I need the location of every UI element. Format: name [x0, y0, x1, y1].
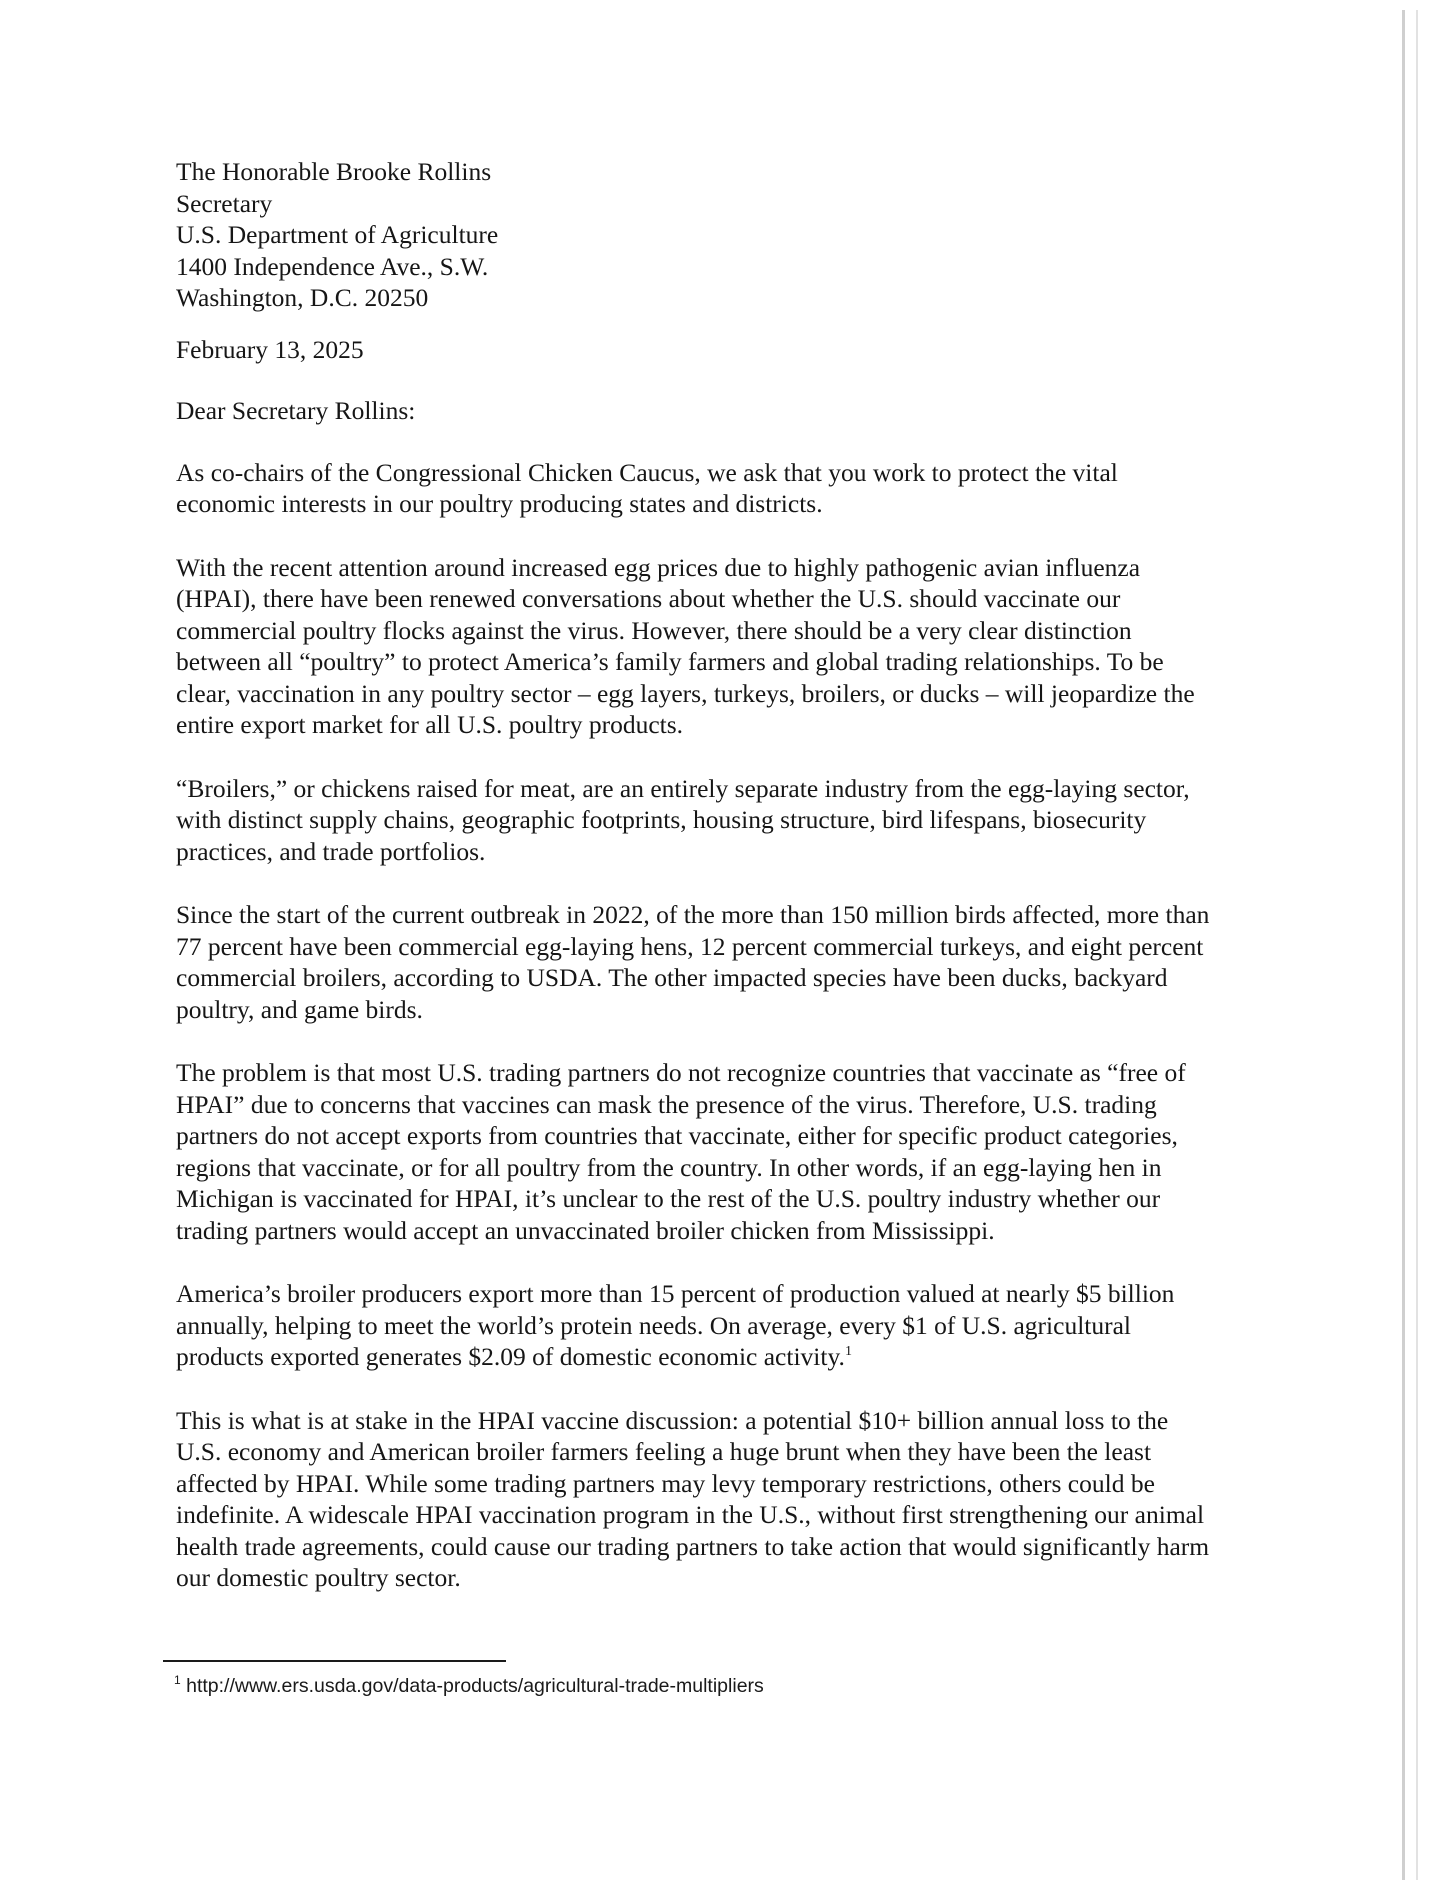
- recipient-city: Washington, D.C. 20250: [176, 283, 429, 312]
- text-line: HPAI” due to concerns that vaccines can mask the presence of the virus. Therefore, U.S. trading: [176, 1089, 1157, 1119]
- text-line: practices, and trade portfolios.: [176, 836, 486, 866]
- paragraph-2: [176, 552, 1286, 741]
- recipient-name: The Honorable Brooke Rollins: [176, 157, 492, 186]
- letter-body: [176, 156, 1286, 1594]
- scan-edge-line: [1402, 10, 1405, 1880]
- text-line: regions that vaccinate, or for all poultry from the country. In other words, if an egg-laying hen in: [176, 1152, 1162, 1182]
- text-line: “Broilers,” or chickens raised for meat, are an entirely separate industry from the egg-laying sector,: [176, 773, 1190, 803]
- paragraph-6: [176, 1278, 1286, 1373]
- text-line: economic interests in our poultry producing states and districts.: [176, 489, 823, 518]
- text-line-content: products exported generates $2.09 of domestic economic activity.: [176, 1342, 845, 1371]
- text-line: entire export market for all U.S. poultry products.: [176, 710, 684, 739]
- footnote-divider: [163, 1660, 506, 1662]
- footnote-mark: 1: [174, 1673, 181, 1687]
- recipient-title: Secretary: [176, 188, 273, 218]
- paragraph-3: [176, 773, 1286, 868]
- footnote: [174, 1674, 764, 1698]
- text-line: Since the start of the current outbreak in 2022, of the more than 150 million birds affected, more than: [176, 900, 1210, 929]
- paragraph-4: [176, 899, 1286, 1025]
- text-line: As co-chairs of the Congressional Chicken Caucus, we ask that you work to protect the vital: [176, 457, 1118, 487]
- text-line: with distinct supply chains, geographic footprints, housing structure, bird lifespans, biosecurity: [176, 805, 1147, 834]
- text-line: trading partners would accept an unvaccinated broiler chicken from Mississippi.: [176, 1215, 995, 1245]
- letter-date: February 13, 2025: [176, 334, 364, 364]
- text-line: clear, vaccination in any poultry sector – egg layers, turkeys, broilers, or ducks – will jeopardize the: [176, 678, 1195, 708]
- text-line: With the recent attention around increased egg prices due to highly pathogenic avian influenza: [176, 552, 1141, 582]
- text-line: commercial poultry flocks against the virus. However, there should be a very clear distinction: [176, 615, 1132, 645]
- text-line: [176, 1341, 1286, 1373]
- text-line: annually, helping to meet the world’s protein needs. On average, every $1 of U.S. agricultural: [176, 1310, 1132, 1340]
- text-line: U.S. economy and American broiler farmers feeling a huge brunt when they have been the least: [176, 1437, 1152, 1466]
- scan-edge-line-light: [1416, 10, 1418, 1880]
- text-line: The problem is that most U.S. trading partners do not recognize countries that vaccinate as “free of: [176, 1058, 1186, 1087]
- text-line: between all “poultry” to protect America’s family farmers and global trading relationships. To be: [176, 647, 1164, 676]
- footnote-link[interactable]: http://www.ers.usda.gov/data-products/agricultural-trade-multipliers: [186, 1675, 764, 1697]
- text-line: our domestic poultry sector.: [176, 1563, 461, 1592]
- paragraph-5: [176, 1057, 1286, 1246]
- text-line: Michigan is vaccinated for HPAI, it’s unclear to the rest of the U.S. poultry industry whether our: [176, 1184, 1161, 1213]
- text-line: 77 percent have been commercial egg-laying hens, 12 percent commercial turkeys, and eight percent: [176, 931, 1204, 961]
- text-line: poultry, and game birds.: [176, 994, 423, 1024]
- text-line: indefinite. A widescale HPAI vaccination program in the U.S., without first strengthening our animal: [176, 1500, 1205, 1529]
- recipient-street: 1400 Independence Ave., S.W.: [176, 251, 489, 281]
- text-line: This is what is at stake in the HPAI vaccine discussion: a potential $10+ billion annual loss to the: [176, 1405, 1169, 1435]
- text-line: commercial broilers, according to USDA. The other impacted species have been ducks, backyard: [176, 963, 1168, 992]
- text-line: affected by HPAI. While some trading partners may levy temporary restrictions, others could be: [176, 1468, 1155, 1498]
- paragraph-1: [176, 457, 1286, 520]
- paragraph-7: [176, 1405, 1286, 1594]
- salutation: Dear Secretary Rollins:: [176, 396, 416, 425]
- text-line: (HPAI), there have been renewed conversations about whether the U.S. should vaccinate our: [176, 584, 1121, 613]
- text-line: America’s broiler producers export more than 15 percent of production valued at nearly $5 billion: [176, 1279, 1175, 1308]
- recipient-department: U.S. Department of Agriculture: [176, 220, 499, 249]
- text-line: partners do not accept exports from countries that vaccinate, either for specific product categories,: [176, 1121, 1178, 1150]
- footnote-reference: 1: [844, 1344, 852, 1359]
- recipient-address: [176, 156, 1286, 314]
- text-line: health trade agreements, could cause our trading partners to take action that would significantly harm: [176, 1531, 1210, 1561]
